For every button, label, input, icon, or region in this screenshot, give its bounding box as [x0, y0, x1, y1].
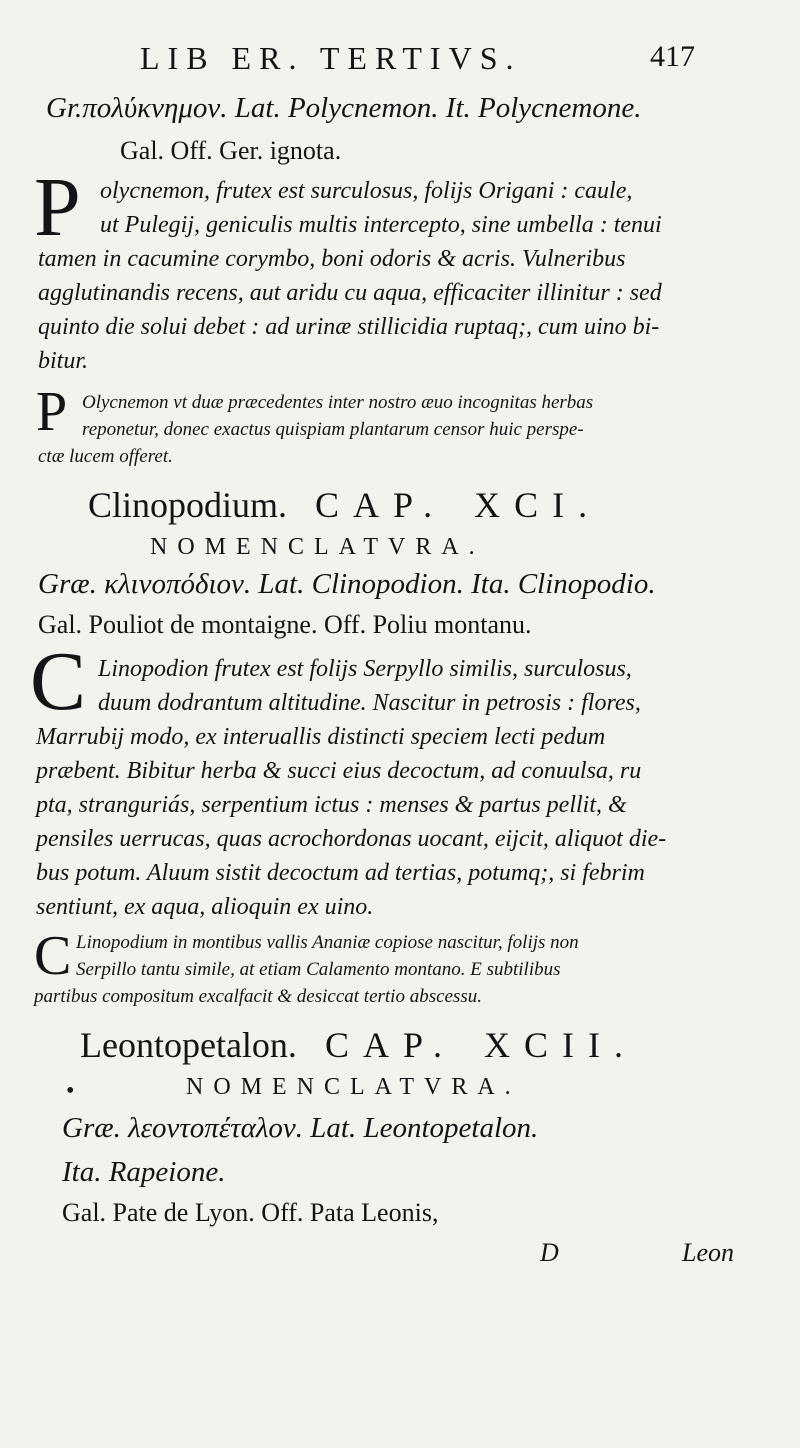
clinopodium-note-line-1: Linopodium in montibus vallis Ananiæ copiose nascitur, folijs non	[76, 932, 579, 953]
running-title: LIB ER. TERTIVS.	[140, 40, 522, 76]
polycnemon-text-line-5: quinto die solui debet : ad urinæ stillicidia ruptaq;, cum uino bi-	[38, 314, 660, 340]
clinopodium-note-line-2: Serpillo tantu simile, at etiam Calamento montano. E subtilibus	[76, 959, 561, 980]
leontopetalon-chapter-heading	[80, 1024, 637, 1066]
polycnemon-text-line-6: bitur.	[38, 348, 89, 374]
leontopetalon-bullet-mark: •	[66, 1078, 75, 1104]
polycnemon-note-line-2: reponetur, donec exactus quispiam plantarum censor huic perspe-	[82, 419, 584, 440]
polycnemon-gal-line: Gal. Off. Ger. ignota.	[120, 136, 342, 165]
polycnemon-note-line-1: Olycnemon vt duæ præcedentes inter nostro æuo incognitas herbas	[82, 392, 594, 413]
clinopodium-text-line-5: pta, stranguriás, serpentium ictus : menses & partus pellit, &	[36, 792, 627, 818]
clinopodium-nomenclatura-label: NOMENCLATVRA.	[150, 534, 485, 560]
polycnemon-note-dropcap: P	[36, 381, 68, 443]
clinopodium-text-line-2: duum dodrantum altitudine. Nascitur in petrosis : flores,	[98, 690, 641, 716]
leontopetalon-chapter-number: XCII.	[483, 1025, 637, 1065]
leontopetalon-gal-line: Gal. Pate de Lyon. Off. Pata Leonis,	[62, 1198, 439, 1227]
polycnemon-dropcap: P	[34, 161, 81, 254]
leontopetalon-names-line: Græ. λεοντοπέταλον. Lat. Leontopetalon.	[62, 1112, 539, 1144]
catchword: Leon	[682, 1238, 734, 1267]
clinopodium-text-line-8: sentiunt, ex aqua, alioquin ex uino.	[36, 894, 374, 920]
page-number: 417	[650, 40, 695, 73]
clinopodium-text-line-3: Marrubij modo, ex interuallis distincti speciem lecti pedum	[36, 724, 606, 750]
polycnemon-note-line-3: ctæ lucem offeret.	[38, 446, 173, 467]
signature-mark: D	[540, 1238, 559, 1267]
clinopodium-chapter-number: XCI.	[474, 485, 602, 525]
leontopetalon-chapter-cap: CAP.	[324, 1025, 456, 1065]
clinopodium-chapter-heading	[88, 484, 601, 526]
clinopodium-note-line-3: partibus compositum excalfacit & desiccat tertio abscessu.	[34, 986, 483, 1007]
clinopodium-text-line-1: Linopodion frutex est folijs Serpyllo similis, surculosus,	[98, 656, 632, 682]
clinopodium-dropcap: C	[30, 635, 87, 728]
polycnemon-text-line-1: olycnemon, frutex est surculosus, folijs Origani : caule,	[100, 178, 633, 204]
clinopodium-text-line-6: pensiles uerrucas, quas acrochordonas uocant, eijcit, aliquot die-	[36, 826, 667, 852]
polycnemon-text-line-2: ut Pulegij, geniculis multis intercepto, sine umbella : tenui	[100, 212, 662, 238]
clinopodium-gal-line: Gal. Pouliot de montaigne. Off. Poliu montanu.	[38, 610, 532, 639]
leontopetalon-chapter-title: Leontopetalon.	[80, 1025, 297, 1065]
leontopetalon-ita-line: Ita. Rapeione.	[62, 1156, 226, 1188]
polycnemon-text-line-4: agglutinandis recens, aut aridu cu aqua, efficaciter illinitur : sed	[38, 280, 662, 306]
leontopetalon-nomenclatura-label: NOMENCLATVRA.	[186, 1074, 521, 1100]
clinopodium-chapter-title: Clinopodium.	[88, 485, 288, 525]
clinopodium-names-line: Græ. κλινοπόδιον. Lat. Clinopodion. Ita. Clinopodio.	[38, 568, 656, 600]
clinopodium-chapter-cap: CAP.	[315, 485, 447, 525]
polycnemon-text-line-3: tamen in cacumine corymbo, boni odoris & acris. Vulneribus	[38, 246, 626, 272]
polycnemon-names-line: Gr.πολύκνημον. Lat. Polycnemon. It. Polycnemone.	[46, 92, 642, 124]
clinopodium-note-dropcap: C	[34, 925, 72, 987]
clinopodium-text-line-4: præbent. Bibitur herba & succi eius decoctum, ad conuulsa, ru	[36, 758, 642, 784]
clinopodium-text-line-7: bus potum. Aluum sistit decoctum ad tertias, potumq;, si febrim	[36, 860, 645, 886]
